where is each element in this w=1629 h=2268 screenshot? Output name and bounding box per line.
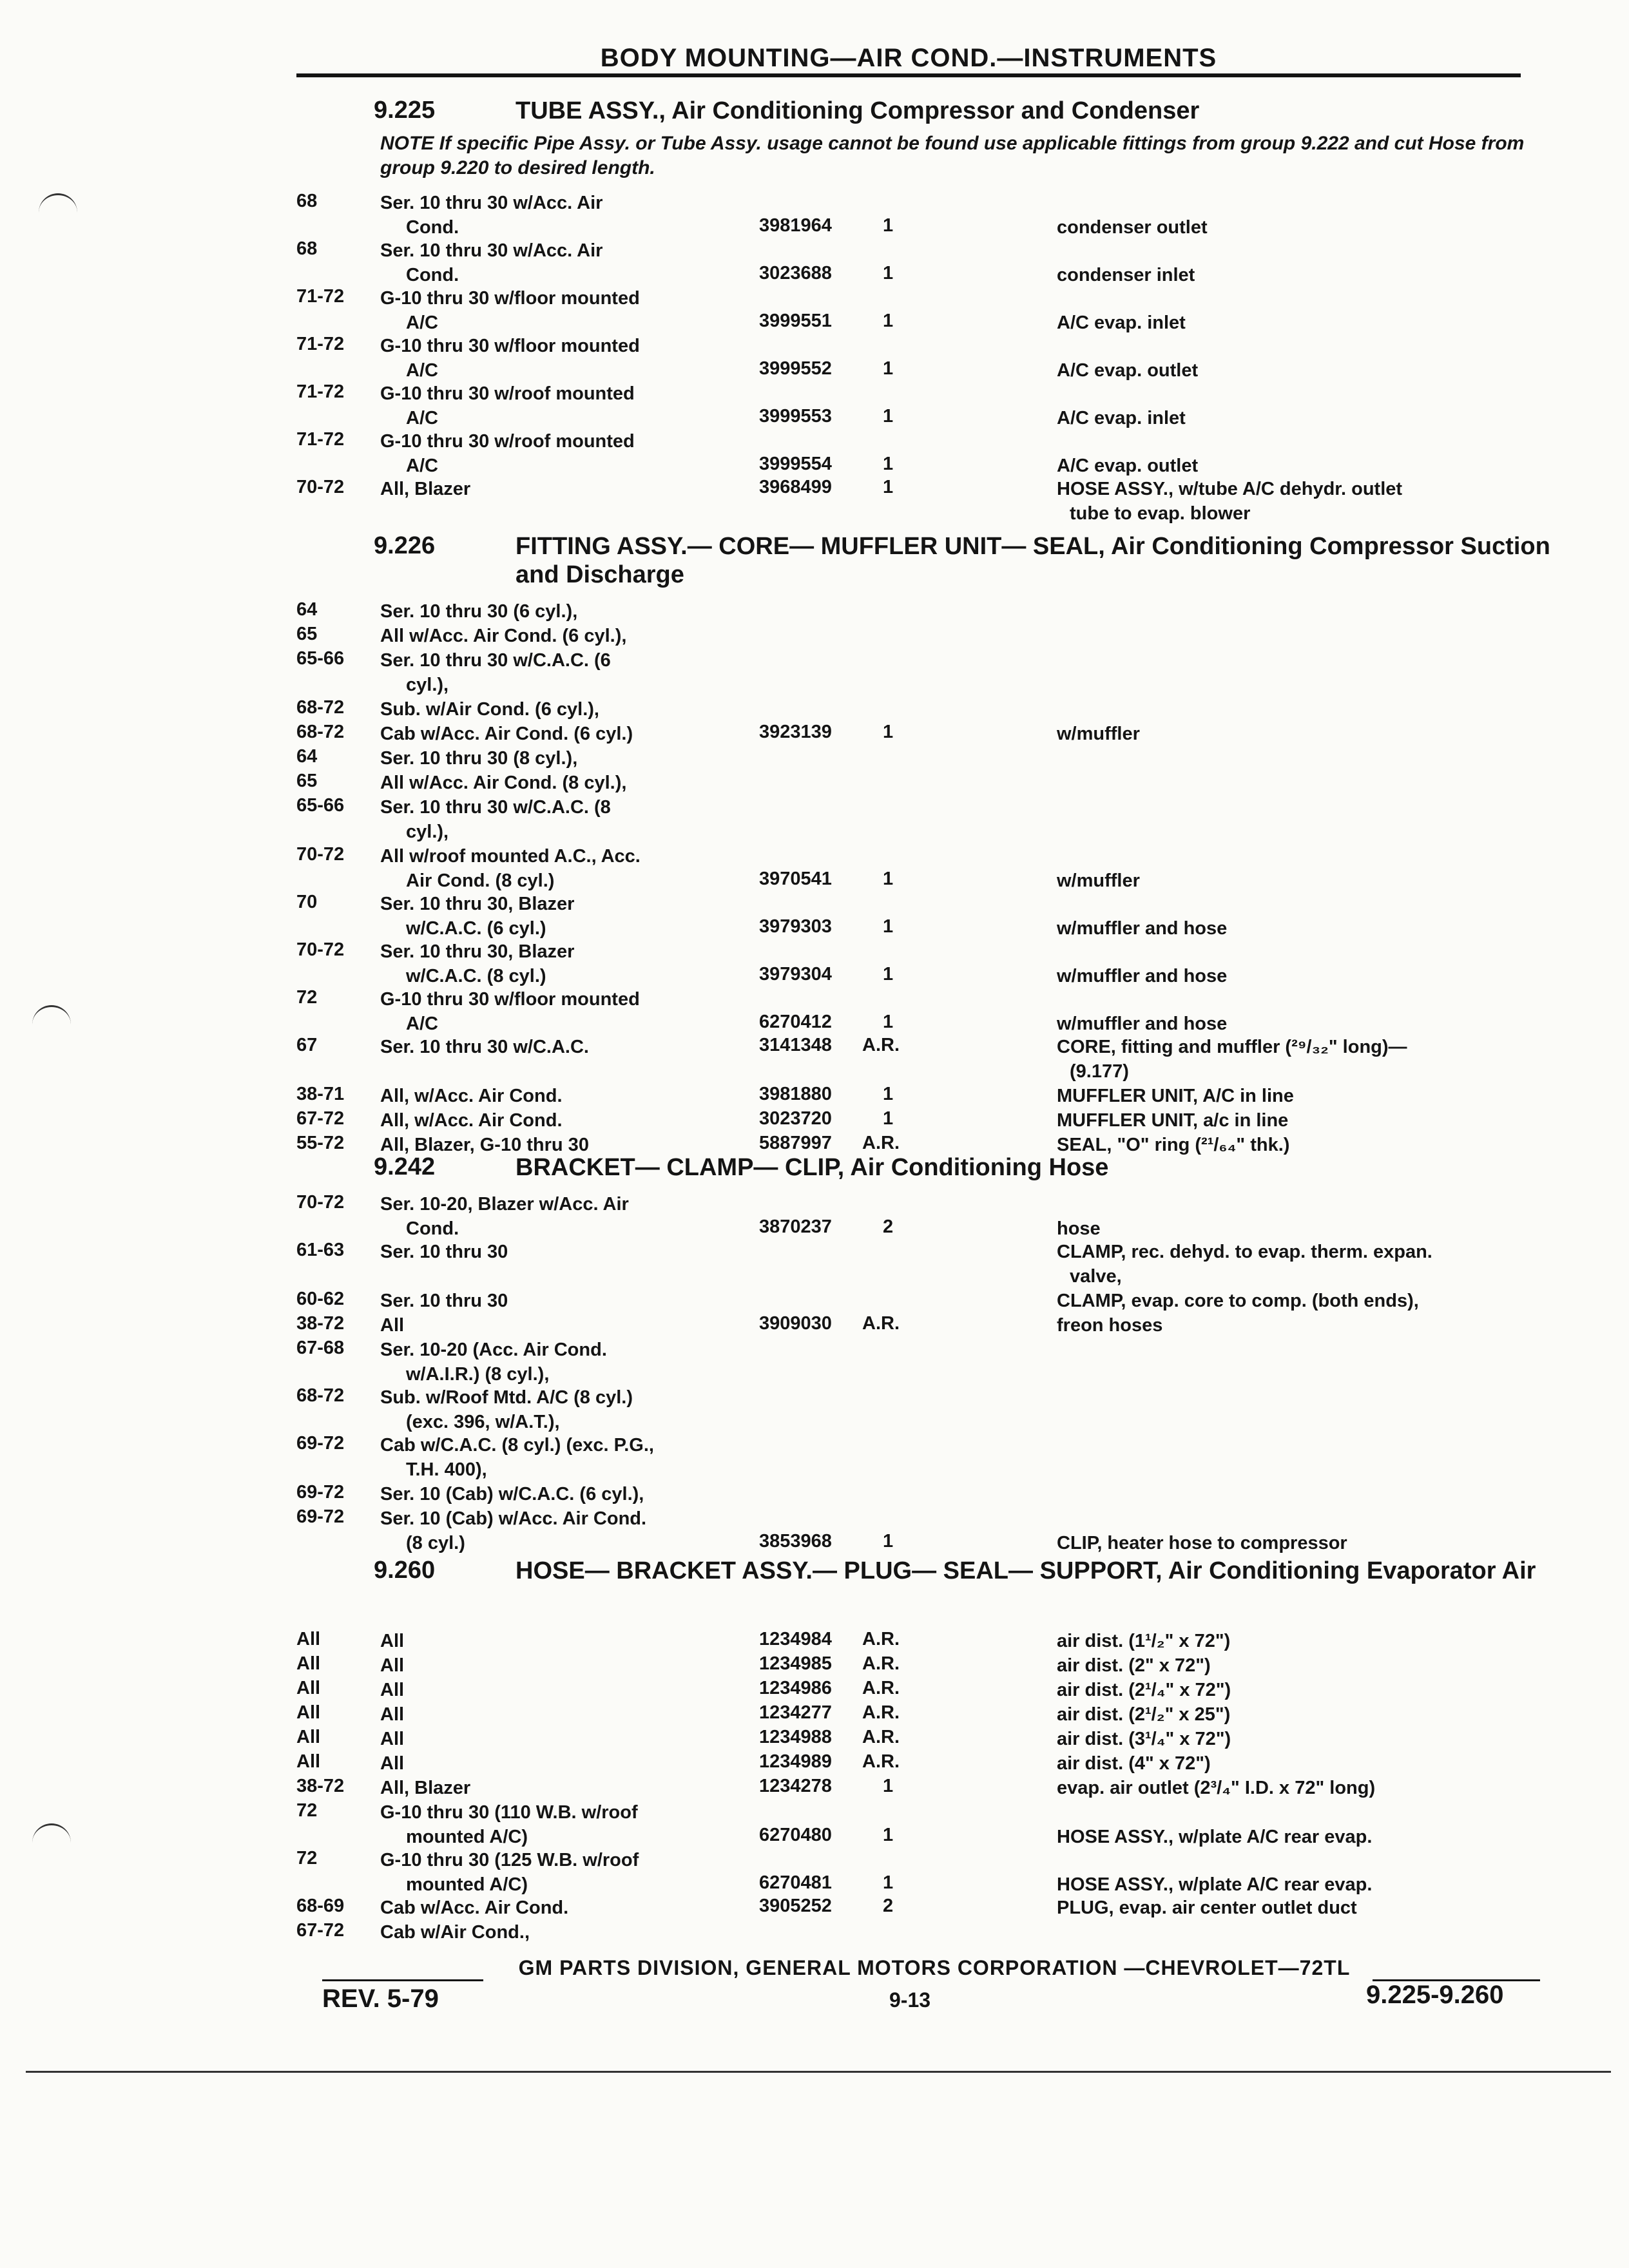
usage-description: [380, 1240, 831, 1264]
table-row: [296, 1240, 1559, 1289]
remarks: [1057, 1084, 1547, 1108]
usage-line-1: G-10 thru 30 w/floor mounted: [380, 336, 640, 356]
quantity: A.R.: [862, 1035, 900, 1055]
quantity: 1: [883, 722, 894, 742]
usage-line-1: All w/roof mounted A.C., Acc.: [380, 846, 641, 867]
table-row: [296, 1385, 1559, 1434]
quantity: 2: [883, 1896, 894, 1916]
table-row: [296, 844, 1559, 893]
remark-line-1: CLAMP, rec. dehyd. to evap. therm. expan.: [1057, 1242, 1432, 1262]
usage-line-1: All: [380, 1680, 405, 1700]
remarks: [1057, 916, 1547, 941]
remark-line-1: evap. air outlet (2³/₄" I.D. x 72" long): [1057, 1778, 1376, 1798]
usage-description: [380, 746, 831, 771]
usage-line-1: All, Blazer, G-10 thru 30: [380, 1135, 589, 1155]
usage-line-1: Cab w/Acc. Air Cond. (6 cyl.): [380, 724, 633, 744]
usage-line-1: All: [380, 1315, 405, 1336]
remarks: [1057, 215, 1547, 240]
usage-description: [380, 697, 831, 722]
usage-line-2: Cond.: [406, 217, 459, 238]
section-heading-9-225: [374, 97, 1199, 125]
model-years: 69-72: [296, 1482, 345, 1503]
revision-label: REV. 5-79: [322, 1984, 439, 2013]
quantity: 1: [883, 916, 894, 937]
part-number: 3909030: [759, 1313, 832, 1334]
model-years: 68: [296, 238, 318, 259]
usage-line-2: Air Cond. (8 cyl.): [406, 870, 555, 891]
model-years: All: [296, 1751, 321, 1772]
margin-mark: [32, 1005, 71, 1026]
remarks: [1057, 1776, 1547, 1800]
usage-description: [380, 795, 831, 844]
header-rule: [296, 73, 1521, 77]
section-number: 9.242: [374, 1153, 436, 1180]
remarks: [1057, 1727, 1547, 1751]
table-row: [296, 987, 1559, 1036]
remark-line-1: air dist. (2¹/₄" x 72"): [1057, 1680, 1231, 1700]
model-years: 70-72: [296, 477, 345, 497]
section-title: FITTING ASSY.— CORE— MUFFLER UNIT— SEAL, Air Conditioning Compressor Suction and Discharge: [516, 533, 1550, 588]
quantity: 2: [883, 1216, 894, 1237]
usage-line-1: All, w/Acc. Air Cond.: [380, 1086, 563, 1106]
remarks: [1057, 1012, 1547, 1036]
quantity: A.R.: [862, 1702, 900, 1723]
part-number: 1234984: [759, 1629, 832, 1649]
table-row: [296, 1848, 1559, 1897]
part-number: 5887997: [759, 1133, 832, 1153]
usage-line-2: A/C: [406, 456, 438, 476]
quantity: 1: [883, 477, 894, 497]
remark-line-1: MUFFLER UNIT, a/c in line: [1057, 1110, 1289, 1131]
remark-line-1: w/muffler: [1057, 870, 1140, 891]
remark-line-1: air dist. (2¹/₂" x 25"): [1057, 1704, 1231, 1725]
remark-line-1: CORE, fitting and muffler (²⁹/₃₂" long)—: [1057, 1037, 1407, 1057]
section-title: HOSE— BRACKET ASSY.— PLUG— SEAL— SUPPORT, Air Conditioning Evaporator Air: [516, 1557, 1536, 1584]
model-years: All: [296, 1653, 321, 1674]
usage-line-1: All w/Acc. Air Cond. (8 cyl.),: [380, 773, 627, 793]
remark-line-2: tube to evap. blower: [1070, 503, 1251, 524]
usage-line-1: Ser. 10 thru 30 w/Acc. Air: [380, 240, 603, 261]
table-row: [296, 1506, 1559, 1555]
usage-line-1: All: [380, 1631, 405, 1651]
usage-line-1: G-10 thru 30 w/roof mounted: [380, 431, 635, 452]
usage-line-1: G-10 thru 30 w/floor mounted: [380, 989, 640, 1010]
quantity: A.R.: [862, 1678, 900, 1698]
table-row: [296, 477, 1559, 526]
usage-description: [380, 771, 831, 795]
usage-line-2: A/C: [406, 1014, 438, 1034]
table-row: [296, 286, 1559, 335]
usage-line-2: Cond.: [406, 1218, 459, 1239]
table-row: [296, 191, 1559, 240]
margin-mark: [32, 1823, 71, 1845]
usage-line-1: All: [380, 1729, 405, 1749]
part-number: 3981964: [759, 215, 832, 236]
model-years: 67-68: [296, 1338, 345, 1358]
model-years: 65-66: [296, 795, 345, 816]
section-number: 9.226: [374, 532, 436, 559]
model-years: 38-72: [296, 1776, 345, 1796]
usage-line-1: Ser. 10 thru 30, Blazer: [380, 941, 575, 962]
part-number: 3979304: [759, 964, 832, 985]
usage-description: [380, 1433, 831, 1482]
usage-line-1: G-10 thru 30 (110 W.B. w/roof: [380, 1802, 638, 1823]
bottom-rule: [26, 2071, 1611, 2073]
remarks: [1057, 406, 1547, 430]
part-number: 1234985: [759, 1653, 832, 1674]
remark-line-1: air dist. (1¹/₂" x 72"): [1057, 1631, 1231, 1651]
table-row: [296, 1433, 1559, 1482]
remarks: [1057, 964, 1547, 988]
model-years: 61-63: [296, 1240, 345, 1260]
model-years: 64: [296, 746, 318, 767]
remarks: [1057, 1678, 1547, 1702]
model-years: 72: [296, 1848, 318, 1869]
footer-publisher-line: GM PARTS DIVISION, GENERAL MOTORS CORPORATION —CHEVROLET—72TL: [518, 1956, 1351, 1979]
model-years: 70-72: [296, 1192, 345, 1213]
quantity: 1: [883, 358, 894, 379]
model-years: 72: [296, 987, 318, 1008]
usage-line-1: G-10 thru 30 w/roof mounted: [380, 383, 635, 404]
remarks: [1057, 1313, 1547, 1338]
model-years: 69-72: [296, 1506, 345, 1527]
part-number: 3853968: [759, 1531, 832, 1552]
usage-line-2: cyl.),: [406, 675, 449, 695]
remarks: [1057, 1702, 1547, 1727]
remarks: [1057, 869, 1547, 893]
remarks: [1057, 1531, 1547, 1555]
usage-line-1: Ser. 10 thru 30: [380, 1242, 508, 1262]
model-years: All: [296, 1629, 321, 1649]
usage-line-1: All: [380, 1753, 405, 1774]
quantity: A.R.: [862, 1133, 900, 1153]
table-row: [296, 939, 1559, 988]
remarks: [1057, 311, 1547, 335]
usage-line-2: w/C.A.C. (6 cyl.): [406, 918, 546, 939]
page-number: 9-13: [889, 1988, 931, 2012]
part-number: 1234988: [759, 1727, 832, 1747]
section-title: TUBE ASSY., Air Conditioning Compressor and Condenser: [516, 97, 1200, 124]
remarks: [1057, 477, 1547, 526]
usage-line-1: Ser. 10 thru 30: [380, 1291, 508, 1311]
remarks: [1057, 1653, 1547, 1678]
quantity: 1: [883, 454, 894, 474]
usage-line-1: Ser. 10 thru 30 w/C.A.C. (6: [380, 650, 611, 671]
part-number: 3923139: [759, 722, 832, 742]
remark-line-1: air dist. (2" x 72"): [1057, 1655, 1211, 1676]
usage-line-1: G-10 thru 30 (125 W.B. w/roof: [380, 1850, 639, 1870]
usage-line-2: w/C.A.C. (8 cyl.): [406, 966, 546, 986]
usage-line-1: Ser. 10 thru 30 w/C.A.C. (8: [380, 797, 611, 818]
part-number: 6270412: [759, 1012, 832, 1032]
remark-line-1: HOSE ASSY., w/tube A/C dehydr. outlet: [1057, 479, 1403, 499]
part-number: 3999553: [759, 406, 832, 427]
usage-line-1: Cab w/Acc. Air Cond.: [380, 1898, 569, 1918]
usage-line-1: Sub. w/Roof Mtd. A/C (8 cyl.): [380, 1387, 633, 1408]
model-years: 55-72: [296, 1133, 345, 1153]
model-years: 38-71: [296, 1084, 345, 1104]
usage-description: [380, 1920, 831, 1945]
model-years: 70: [296, 892, 318, 912]
usage-line-1: Ser. 10-20, Blazer w/Acc. Air: [380, 1194, 629, 1215]
remarks: [1057, 358, 1547, 383]
usage-line-1: All: [380, 1655, 405, 1676]
remark-line-1: w/muffler and hose: [1057, 966, 1228, 986]
usage-description: [380, 1482, 831, 1506]
quantity: 1: [883, 406, 894, 427]
remark-line-1: air dist. (3¹/₄" x 72"): [1057, 1729, 1231, 1749]
model-years: 71-72: [296, 381, 345, 402]
remark-line-2: valve,: [1070, 1266, 1122, 1287]
table-row: [296, 238, 1559, 287]
model-years: 68-72: [296, 697, 345, 718]
remarks: [1057, 722, 1547, 746]
table-row: [296, 1338, 1559, 1387]
quantity: 1: [883, 869, 894, 889]
remark-line-1: w/muffler: [1057, 724, 1140, 744]
remark-line-1: condenser inlet: [1057, 265, 1195, 285]
usage-line-1: G-10 thru 30 w/floor mounted: [380, 288, 640, 309]
model-years: 70-72: [296, 844, 345, 865]
usage-description: [380, 599, 831, 624]
usage-line-1: Ser. 10 thru 30 w/Acc. Air: [380, 193, 603, 213]
part-number: 3905252: [759, 1896, 832, 1916]
table-row: [296, 1192, 1559, 1241]
usage-line-2: T.H. 400),: [406, 1459, 487, 1480]
table-row: [296, 1133, 1559, 1182]
remark-line-1: A/C evap. outlet: [1057, 456, 1199, 476]
table-row: [296, 648, 1559, 697]
model-years: 65-66: [296, 648, 345, 669]
section-number: 9.260: [374, 1557, 436, 1584]
usage-line-1: Ser. 10 (Cab) w/Acc. Air Cond.: [380, 1508, 647, 1529]
quantity: 1: [883, 1872, 894, 1893]
part-number: 1234278: [759, 1776, 832, 1796]
part-number: 3999551: [759, 311, 832, 331]
usage-line-1: Ser. 10 thru 30 w/C.A.C.: [380, 1037, 589, 1057]
model-years: 72: [296, 1800, 318, 1821]
model-years: 65: [296, 771, 318, 791]
usage-line-1: All, w/Acc. Air Cond.: [380, 1110, 563, 1131]
usage-line-1: All, Blazer: [380, 1778, 471, 1798]
usage-line-1: Ser. 10-20 (Acc. Air Cond.: [380, 1340, 607, 1360]
quantity: 1: [883, 1084, 894, 1104]
usage-line-2: (exc. 396, w/A.T.),: [406, 1412, 560, 1432]
table-row: [296, 1035, 1559, 1084]
remark-line-1: w/muffler and hose: [1057, 1014, 1228, 1034]
model-years: All: [296, 1678, 321, 1698]
quantity: 1: [883, 1012, 894, 1032]
remark-line-1: hose: [1057, 1218, 1101, 1239]
quantity: 1: [883, 215, 894, 236]
table-row: [296, 795, 1559, 844]
part-number: 6270480: [759, 1825, 832, 1845]
remarks: [1057, 454, 1547, 478]
usage-line-2: cyl.),: [406, 822, 449, 842]
part-number: 3970541: [759, 869, 832, 889]
usage-description: [380, 1338, 831, 1387]
usage-line-1: Ser. 10 thru 30 (6 cyl.),: [380, 601, 578, 622]
model-years: 68-72: [296, 1385, 345, 1406]
remarks: [1057, 1216, 1547, 1241]
remark-line-1: A/C evap. inlet: [1057, 312, 1186, 333]
model-years: 64: [296, 599, 318, 620]
model-years: All: [296, 1702, 321, 1723]
usage-line-1: Sub. w/Air Cond. (6 cyl.),: [380, 699, 599, 720]
part-number: 3023720: [759, 1108, 832, 1129]
margin-mark: [39, 193, 77, 215]
model-years: 71-72: [296, 429, 345, 450]
remarks: [1057, 1896, 1547, 1920]
usage-line-2: A/C: [406, 360, 438, 381]
quantity: A.R.: [862, 1653, 900, 1674]
remark-line-1: CLAMP, evap. core to comp. (both ends),: [1057, 1291, 1419, 1311]
part-number: 3870237: [759, 1216, 832, 1237]
remark-line-1: CLIP, heater hose to compressor: [1057, 1533, 1347, 1553]
remarks: [1057, 1289, 1547, 1313]
model-years: 60-62: [296, 1289, 345, 1309]
part-number: 3981880: [759, 1084, 832, 1104]
model-years: 71-72: [296, 286, 345, 307]
model-years: 67-72: [296, 1108, 345, 1129]
model-years: 68-69: [296, 1896, 345, 1916]
section-heading-9-260: [374, 1557, 1536, 1585]
usage-description: [380, 624, 831, 648]
quantity: 1: [883, 1776, 894, 1796]
part-number: 3023688: [759, 263, 832, 284]
remarks: [1057, 1629, 1547, 1653]
quantity: 1: [883, 311, 894, 331]
part-number: 3968499: [759, 477, 832, 497]
remark-line-1: MUFFLER UNIT, A/C in line: [1057, 1086, 1294, 1106]
usage-line-2: mounted A/C): [406, 1827, 528, 1847]
remarks: [1057, 263, 1547, 287]
part-number: 3999554: [759, 454, 832, 474]
model-years: 68: [296, 191, 318, 211]
remarks: [1057, 1751, 1547, 1776]
quantity: A.R.: [862, 1629, 900, 1649]
remarks: [1057, 1133, 1547, 1157]
part-number: 1234989: [759, 1751, 832, 1772]
table-row: [296, 892, 1559, 941]
table-row: [296, 1800, 1559, 1849]
usage-description: [380, 1385, 831, 1434]
quantity: 1: [883, 964, 894, 985]
model-years: 38-72: [296, 1313, 345, 1334]
quantity: 1: [883, 1825, 894, 1845]
model-years: 65: [296, 624, 318, 644]
section-heading-9-226: [374, 532, 1559, 589]
model-years: 67: [296, 1035, 318, 1055]
model-years: 70-72: [296, 939, 345, 960]
usage-line-1: Ser. 10 (Cab) w/C.A.C. (6 cyl.),: [380, 1484, 644, 1504]
remark-line-1: SEAL, "O" ring (²¹/₆₄" thk.): [1057, 1135, 1290, 1155]
section-number: 9.225: [374, 97, 436, 124]
remark-line-1: HOSE ASSY., w/plate A/C rear evap.: [1057, 1827, 1373, 1847]
remarks: [1057, 1825, 1547, 1849]
usage-line-2: w/A.I.R.) (8 cyl.),: [406, 1364, 550, 1385]
table-row: [296, 334, 1559, 383]
part-number: 1234986: [759, 1678, 832, 1698]
usage-line-2: A/C: [406, 312, 438, 333]
usage-line-2: (8 cyl.): [406, 1533, 465, 1553]
remark-line-1: condenser outlet: [1057, 217, 1208, 238]
part-number: 3141348: [759, 1035, 832, 1055]
remarks: [1057, 1872, 1547, 1897]
quantity: A.R.: [862, 1313, 900, 1334]
remark-line-1: PLUG, evap. air center outlet duct: [1057, 1898, 1357, 1918]
quantity: 1: [883, 1531, 894, 1552]
usage-line-1: All w/Acc. Air Cond. (6 cyl.),: [380, 626, 627, 646]
usage-line-1: Ser. 10 thru 30 (8 cyl.),: [380, 748, 578, 769]
footer-rule-left: [322, 1979, 483, 1981]
part-number: 1234277: [759, 1702, 832, 1723]
model-years: 69-72: [296, 1433, 345, 1454]
part-number: 3999552: [759, 358, 832, 379]
usage-line-1: All: [380, 1704, 405, 1725]
table-row: [296, 429, 1559, 478]
remark-line-1: A/C evap. outlet: [1057, 360, 1199, 381]
usage-line-2: mounted A/C): [406, 1874, 528, 1895]
usage-line-1: Cab w/Air Cond.,: [380, 1922, 530, 1943]
section-note: NOTE If specific Pipe Assy. or Tube Assy. usage cannot be found use applicable fittings from group 9.222 and cut Hose from group 9.220 to desired length.: [380, 133, 1525, 178]
model-years: All: [296, 1727, 321, 1747]
table-row: [296, 381, 1559, 430]
remarks: [1057, 1035, 1547, 1084]
quantity: 1: [883, 1108, 894, 1129]
quantity: A.R.: [862, 1727, 900, 1747]
remark-line-1: w/muffler and hose: [1057, 918, 1228, 939]
usage-line-1: All, Blazer: [380, 479, 471, 499]
group-range: 9.225-9.260: [1366, 1981, 1504, 2009]
usage-line-2: Cond.: [406, 265, 459, 285]
remark-line-1: air dist. (4" x 72"): [1057, 1753, 1211, 1774]
remarks: [1057, 1240, 1547, 1289]
usage-line-1: Ser. 10 thru 30, Blazer: [380, 894, 575, 914]
section-title: BRACKET— CLAMP— CLIP, Air Conditioning Hose: [516, 1154, 1109, 1181]
remarks: [1057, 1108, 1547, 1133]
quantity: A.R.: [862, 1751, 900, 1772]
remark-line-2: (9.177): [1070, 1061, 1129, 1082]
model-years: 68-72: [296, 722, 345, 742]
model-years: 67-72: [296, 1920, 345, 1941]
part-number: 3979303: [759, 916, 832, 937]
usage-description: [380, 1289, 831, 1313]
usage-line-2: A/C: [406, 408, 438, 428]
page-header-title: BODY MOUNTING—AIR COND.—INSTRUMENTS: [600, 44, 1217, 72]
quantity: 1: [883, 263, 894, 284]
remark-line-1: freon hoses: [1057, 1315, 1163, 1336]
remark-line-1: A/C evap. inlet: [1057, 408, 1186, 428]
part-number: 6270481: [759, 1872, 832, 1893]
remark-line-1: HOSE ASSY., w/plate A/C rear evap.: [1057, 1874, 1373, 1895]
usage-line-1: Cab w/C.A.C. (8 cyl.) (exc. P.G.,: [380, 1435, 654, 1456]
model-years: 71-72: [296, 334, 345, 354]
usage-description: [380, 648, 831, 697]
